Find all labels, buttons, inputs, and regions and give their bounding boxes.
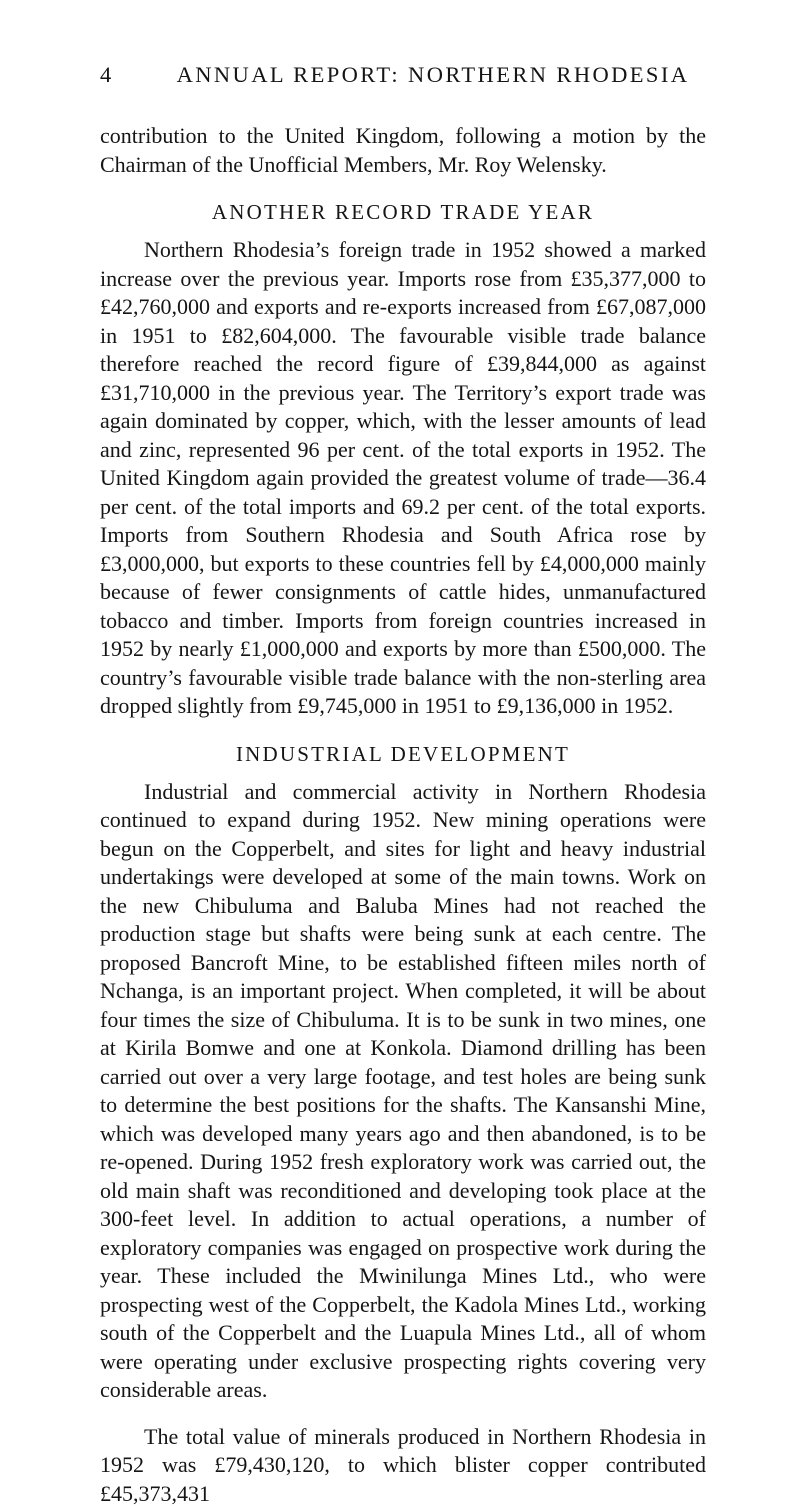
paragraph-minerals: The total value of minerals produced in Northern Rhodesia in 1952 was £79,430,120, to which blister copper contributed £45,373,431 xyxy=(100,1423,706,1508)
running-head-title: ANNUAL REPORT: NORTHERN RHODESIA xyxy=(117,62,690,88)
section-heading-industrial: INDUSTRIAL DEVELOPMENT xyxy=(100,740,706,768)
running-head xyxy=(100,62,706,92)
paragraph-industrial: Industrial and commercial activity in Northern Rhodesia continued to expand during 1952. New mining operations were begun on the Copperbelt, and sites for light and heavy industrial undertakings were developed at some of the main towns. Work on the new Chibuluma and Baluba Mines had not reached the production stage but shafts were being sunk at each centre. The proposed Bancroft Mine, to be established fifteen miles north of Nchanga, is an important project. When completed, it will be about four times the size of Chibuluma. It is to be sunk in two mines, one at Kirila Bomwe and one at Konkola. Diamond drilling has been carried out over a very large footage, and test holes are being sunk to determine the best positions for the shafts. The Kansanshi Mine, which was developed many years ago and then abandoned, is to be re-opened. During 1952 fresh exploratory work was carried out, the old main shaft was reconditioned and developing took place at the 300-feet level. In addition to actual operations, a number of exploratory companies was engaged on prospective work during the year. These included the Mwinilunga Mines Ltd., who were prospecting west of the Copperbelt, the Kadola Mines Ltd., working south of the Copperbelt and the Luapula Mines Ltd., all of whom were operating under exclusive prospecting rights covering very considerable areas. xyxy=(100,778,706,1405)
section-heading-trade: ANOTHER RECORD TRADE YEAR xyxy=(100,198,706,226)
page-number: 4 xyxy=(100,62,111,88)
document-page xyxy=(100,62,706,1508)
paragraph-continuation: contribution to the United Kingdom, following a motion by the Chairman of the Unofficial Members, Mr. Roy Welensky. xyxy=(100,122,706,179)
paragraph-trade: Northern Rhodesia’s foreign trade in 1952 showed a marked increase over the previous year. Imports rose from £35,377,000 to £42,760,000 and exports and re-exports increased from £67,087,000 in 1951 to £82,604,000. The favourable visible trade balance therefore reached the record figure of £39,844,000 as against £31,710,000 in the previous year. The Territory’s export trade was again dominated by copper, which, with the lesser amounts of lead and zinc, represented 96 per cent. of the total exports in 1952. The United Kingdom again provided the greatest volume of trade—36.4 per cent. of the total imports and 69.2 per cent. of the total exports. Imports from Southern Rhodesia and South Africa rose by £3,000,000, but exports to these countries fell by £4,000,000 mainly because of fewer consignments of cattle hides, unmanufactured tobacco and timber. Imports from foreign countries increased in 1952 by nearly £1,000,000 and exports by more than £500,000. The country’s favourable visible trade balance with the non-sterling area dropped slightly from £9,745,000 in 1951 to £9,136,000 in 1952. xyxy=(100,236,706,721)
paragraph-gap xyxy=(100,1405,706,1423)
